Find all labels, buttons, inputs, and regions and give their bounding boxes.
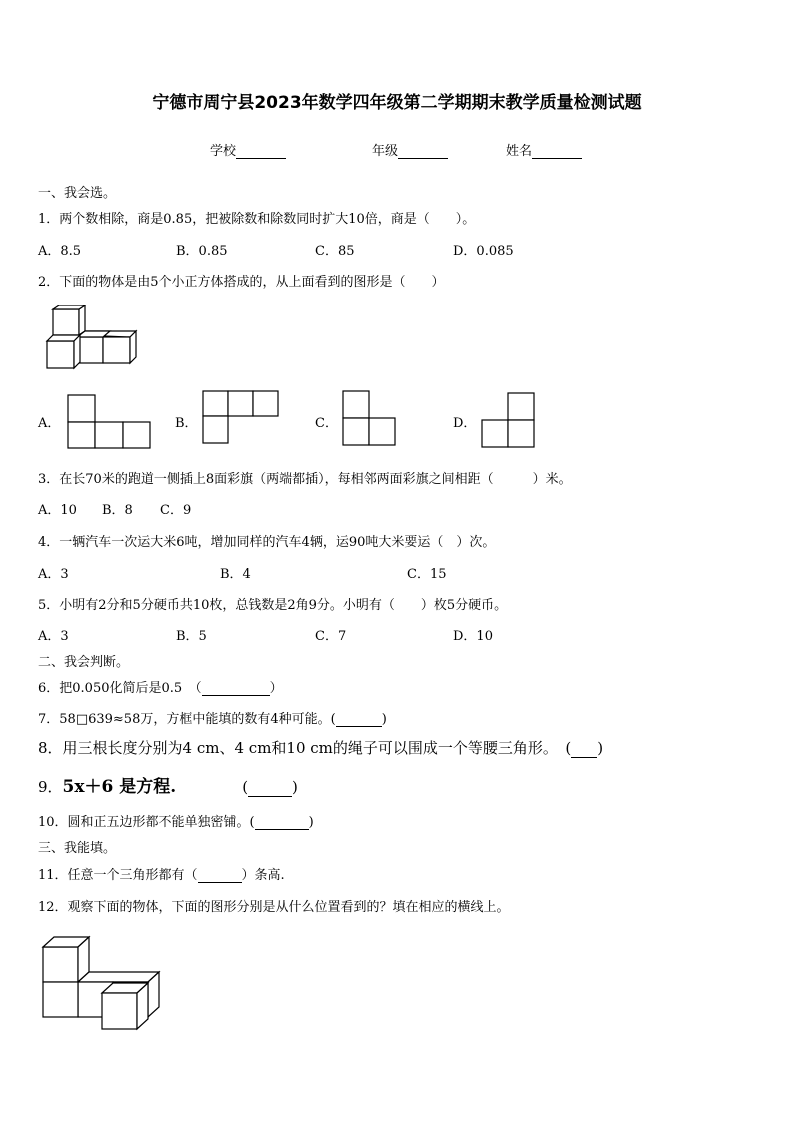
q9-answer-blank[interactable] bbox=[248, 784, 292, 797]
school-label: 学校 bbox=[210, 144, 237, 159]
q10-text: 10．圆和正五边形都不能单独密铺。( bbox=[38, 815, 255, 830]
q4-option-b[interactable]: B．4 bbox=[220, 567, 251, 582]
q2-option-a-figure[interactable] bbox=[67, 394, 153, 450]
q9-number: 9． bbox=[38, 778, 63, 796]
q7-text: 7．58□639≈58万，方框中能填的数有4种可能。( bbox=[38, 712, 336, 727]
page-title: 宁德市周宁县2023年数学四年级第二学期期末教学质量检测试题 bbox=[152, 93, 642, 113]
question-3: 3．在长70米的跑道一侧插上8面彩旗（两端都插），每相邻两面彩旗之间相距（ ）米。 bbox=[38, 472, 572, 487]
q6-answer-blank[interactable] bbox=[202, 683, 270, 696]
name-field bbox=[506, 140, 582, 159]
q8-close: ) bbox=[597, 739, 604, 757]
q9-open: ( bbox=[242, 778, 249, 796]
grade-field bbox=[372, 140, 448, 159]
q10-close: ) bbox=[308, 815, 314, 830]
school-field bbox=[210, 140, 286, 159]
question-1: 1．两个数相除，商是0.85，把被除数和除数同时扩大10倍，商是（ ）。 bbox=[38, 212, 476, 227]
q5-option-a[interactable]: A．3 bbox=[38, 629, 69, 644]
grade-blank[interactable] bbox=[398, 146, 448, 159]
q9-text: 是方程. bbox=[113, 777, 177, 797]
q2-option-d[interactable]: D． bbox=[453, 416, 477, 431]
q6-text: 6．把0.050化简后是0.5 （ bbox=[38, 681, 202, 696]
q2-option-b-figure[interactable] bbox=[202, 390, 282, 446]
section-3-heading: 三、我能填。 bbox=[38, 841, 117, 856]
q2-option-d-figure[interactable] bbox=[481, 392, 537, 450]
q2-option-c-figure[interactable] bbox=[342, 390, 400, 448]
q1-option-b[interactable]: B．0.85 bbox=[176, 244, 228, 259]
question-12: 12．观察下面的物体，下面的图形分别是从什么位置看到的？填在相应的横线上。 bbox=[38, 900, 510, 915]
q2-option-b[interactable]: B． bbox=[175, 416, 198, 431]
q5-option-c[interactable]: C．7 bbox=[315, 629, 347, 644]
q12-cube-figure bbox=[40, 935, 164, 1033]
question-10 bbox=[38, 811, 314, 830]
question-8 bbox=[38, 737, 603, 758]
q8-answer-blank[interactable] bbox=[571, 745, 597, 758]
question-5: 5．小明有2分和5分硬币共10枚，总钱数是2角9分。小明有（ ）枚5分硬币。 bbox=[38, 598, 508, 613]
q5-option-d[interactable]: D．10 bbox=[453, 629, 493, 644]
school-blank[interactable] bbox=[236, 146, 286, 159]
q5-option-b[interactable]: B．5 bbox=[176, 629, 207, 644]
question-9 bbox=[38, 772, 298, 797]
section-1-heading: 一、我会选。 bbox=[38, 186, 117, 201]
q3-option-a[interactable]: A．10 bbox=[38, 503, 77, 518]
q2-option-c[interactable]: C． bbox=[315, 416, 338, 431]
question-6 bbox=[38, 677, 283, 696]
q8-text: 8．用三根长度分别为4 cm、4 cm和10 cm的绳子可以围成一个等腰三角形。 ( bbox=[38, 739, 572, 757]
q6-close: ） bbox=[269, 681, 283, 696]
q2-cube-figure bbox=[44, 305, 140, 371]
q3-option-c[interactable]: C．9 bbox=[160, 503, 192, 518]
q9-close: ) bbox=[292, 778, 298, 796]
name-label: 姓名 bbox=[506, 144, 533, 159]
q9-expression: 5x＋6 bbox=[62, 777, 114, 797]
q11-answer-blank[interactable] bbox=[198, 870, 242, 883]
question-2: 2．下面的物体是由5个小正方体搭成的，从上面看到的图形是（ ） bbox=[38, 275, 445, 290]
q10-answer-blank[interactable] bbox=[255, 817, 309, 830]
q1-option-a[interactable]: A．8.5 bbox=[38, 244, 82, 259]
grade-label: 年级 bbox=[372, 144, 399, 159]
q7-close: ) bbox=[381, 712, 387, 727]
q4-option-a[interactable]: A．3 bbox=[38, 567, 69, 582]
section-2-heading: 二、我会判断。 bbox=[38, 655, 130, 670]
name-blank[interactable] bbox=[532, 146, 582, 159]
q2-option-a[interactable]: A． bbox=[38, 416, 61, 431]
question-11 bbox=[38, 864, 285, 883]
q1-option-c[interactable]: C．85 bbox=[315, 244, 355, 259]
q11-text: 11．任意一个三角形都有（ bbox=[38, 868, 198, 883]
q4-option-c[interactable]: C．15 bbox=[407, 567, 447, 582]
question-4: 4．一辆汽车一次运大米6吨，增加同样的汽车4辆，运90吨大米要运（ ）次。 bbox=[38, 535, 496, 550]
question-7 bbox=[38, 708, 387, 727]
q1-option-d[interactable]: D．0.085 bbox=[453, 244, 514, 259]
q7-answer-blank[interactable] bbox=[336, 714, 382, 727]
q3-option-b[interactable]: B．8 bbox=[102, 503, 133, 518]
q11-close: ）条高. bbox=[241, 868, 285, 883]
